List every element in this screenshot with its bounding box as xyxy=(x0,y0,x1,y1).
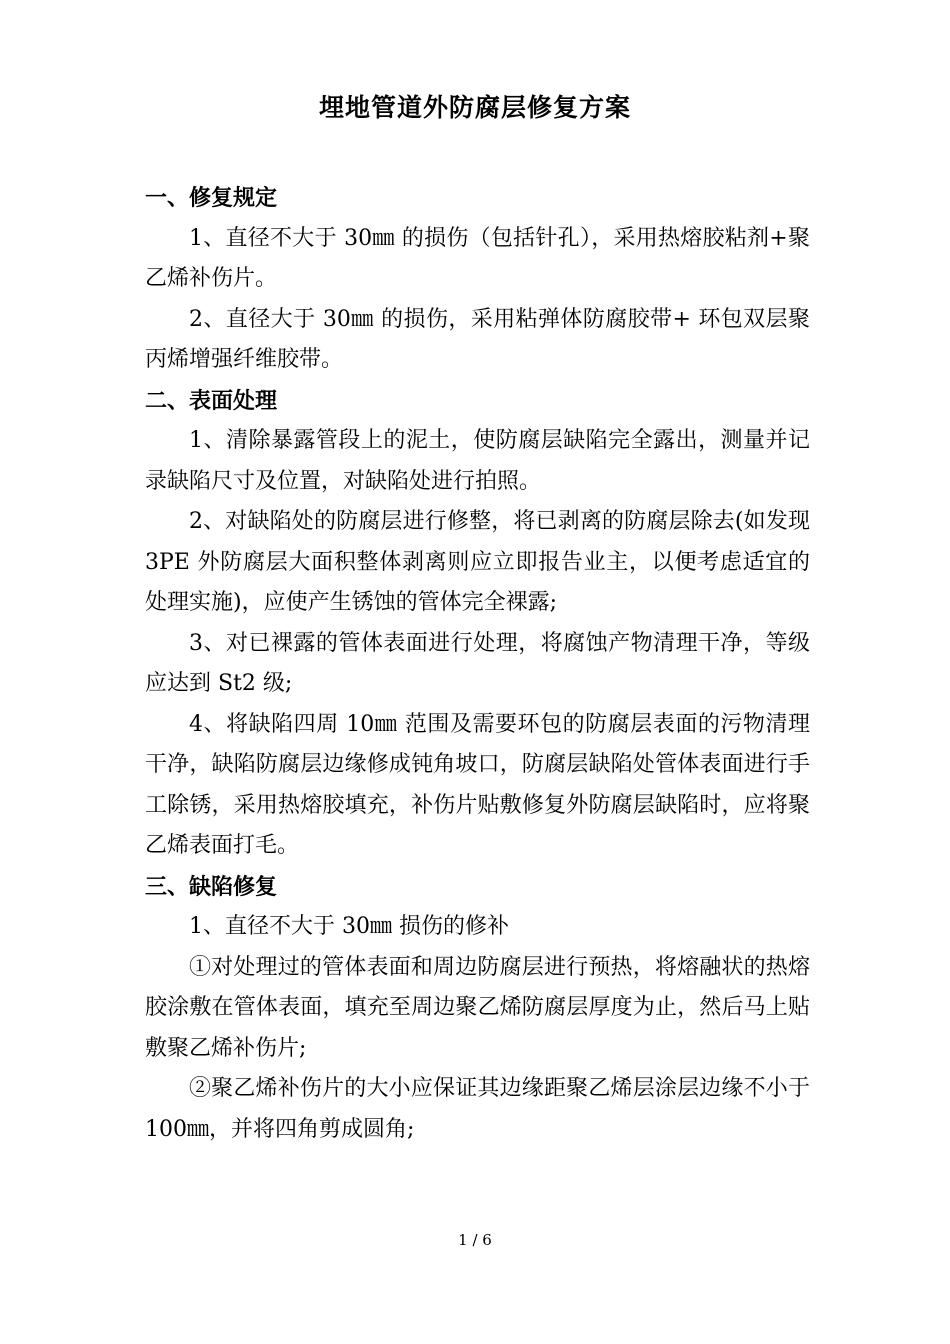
paragraph: 2、直径大于 30㎜ 的损伤，采用粘弹体防腐胶带+ 环包双层聚丙烯增强纤维胶带。 xyxy=(145,306,810,372)
page-number: 1 / 6 xyxy=(458,1231,492,1249)
paragraph: ②聚乙烯补伤片的大小应保证其边缘距聚乙烯层涂层边缘不小于 100㎜，并将四角剪成圆角; xyxy=(145,1076,810,1142)
paragraph: 1、直径不大于 30㎜ 的损伤（包括针孔），采用热熔胶粘剂+聚乙烯补伤片。 xyxy=(145,225,810,291)
document-title: 埋地管道外防腐层修复方案 xyxy=(318,93,631,122)
paragraph: ①对处理过的管体表面和周边防腐层进行预热，将熔融状的热熔胶涂敷在管体表面，填充至周边聚乙烯防腐层厚度为止，然后马上贴敷聚乙烯补伤片; xyxy=(145,954,810,1061)
paragraph: 1、清除暴露管段上的泥土，使防腐层缺陷完全露出，测量并记录缺陷尺寸及位置，对缺陷处进行拍照。 xyxy=(145,428,810,494)
section-heading: 三、缺陷修复 xyxy=(145,873,278,900)
section-heading: 二、表面处理 xyxy=(145,387,278,414)
paragraph: 1、直径不大于 30㎜ 损伤的修补 xyxy=(189,914,509,939)
paragraph: 2、对缺陷处的防腐层进行修整，将已剥离的防腐层除去(如发现 3PE 外防腐层大面积整体剥离则应立即报告业主，以便考虑适宜的处理实施)，应使产生锈蚀的管体完全裸露; xyxy=(145,509,810,615)
section-defect-repair xyxy=(145,867,810,1151)
section-repair-rules xyxy=(145,178,810,381)
paragraph: 3、对已裸露的管体表面进行处理，将腐蚀产物清理干净，等级应达到 St2 级; xyxy=(145,630,810,696)
section-surface-treatment xyxy=(145,381,810,867)
document-body xyxy=(145,178,810,1150)
section-heading: 一、修复规定 xyxy=(145,185,278,211)
paragraph: 4、将缺陷四周 10㎜ 范围及需要环包的防腐层表面的污物清理干净，缺陷防腐层边缘修成钝角坡口，防腐层缺陷处管体表面进行手工除锈，采用热熔胶填充，补伤片贴敷修复外防腐层缺陷时，应将聚乙烯表面打毛。 xyxy=(145,711,810,858)
